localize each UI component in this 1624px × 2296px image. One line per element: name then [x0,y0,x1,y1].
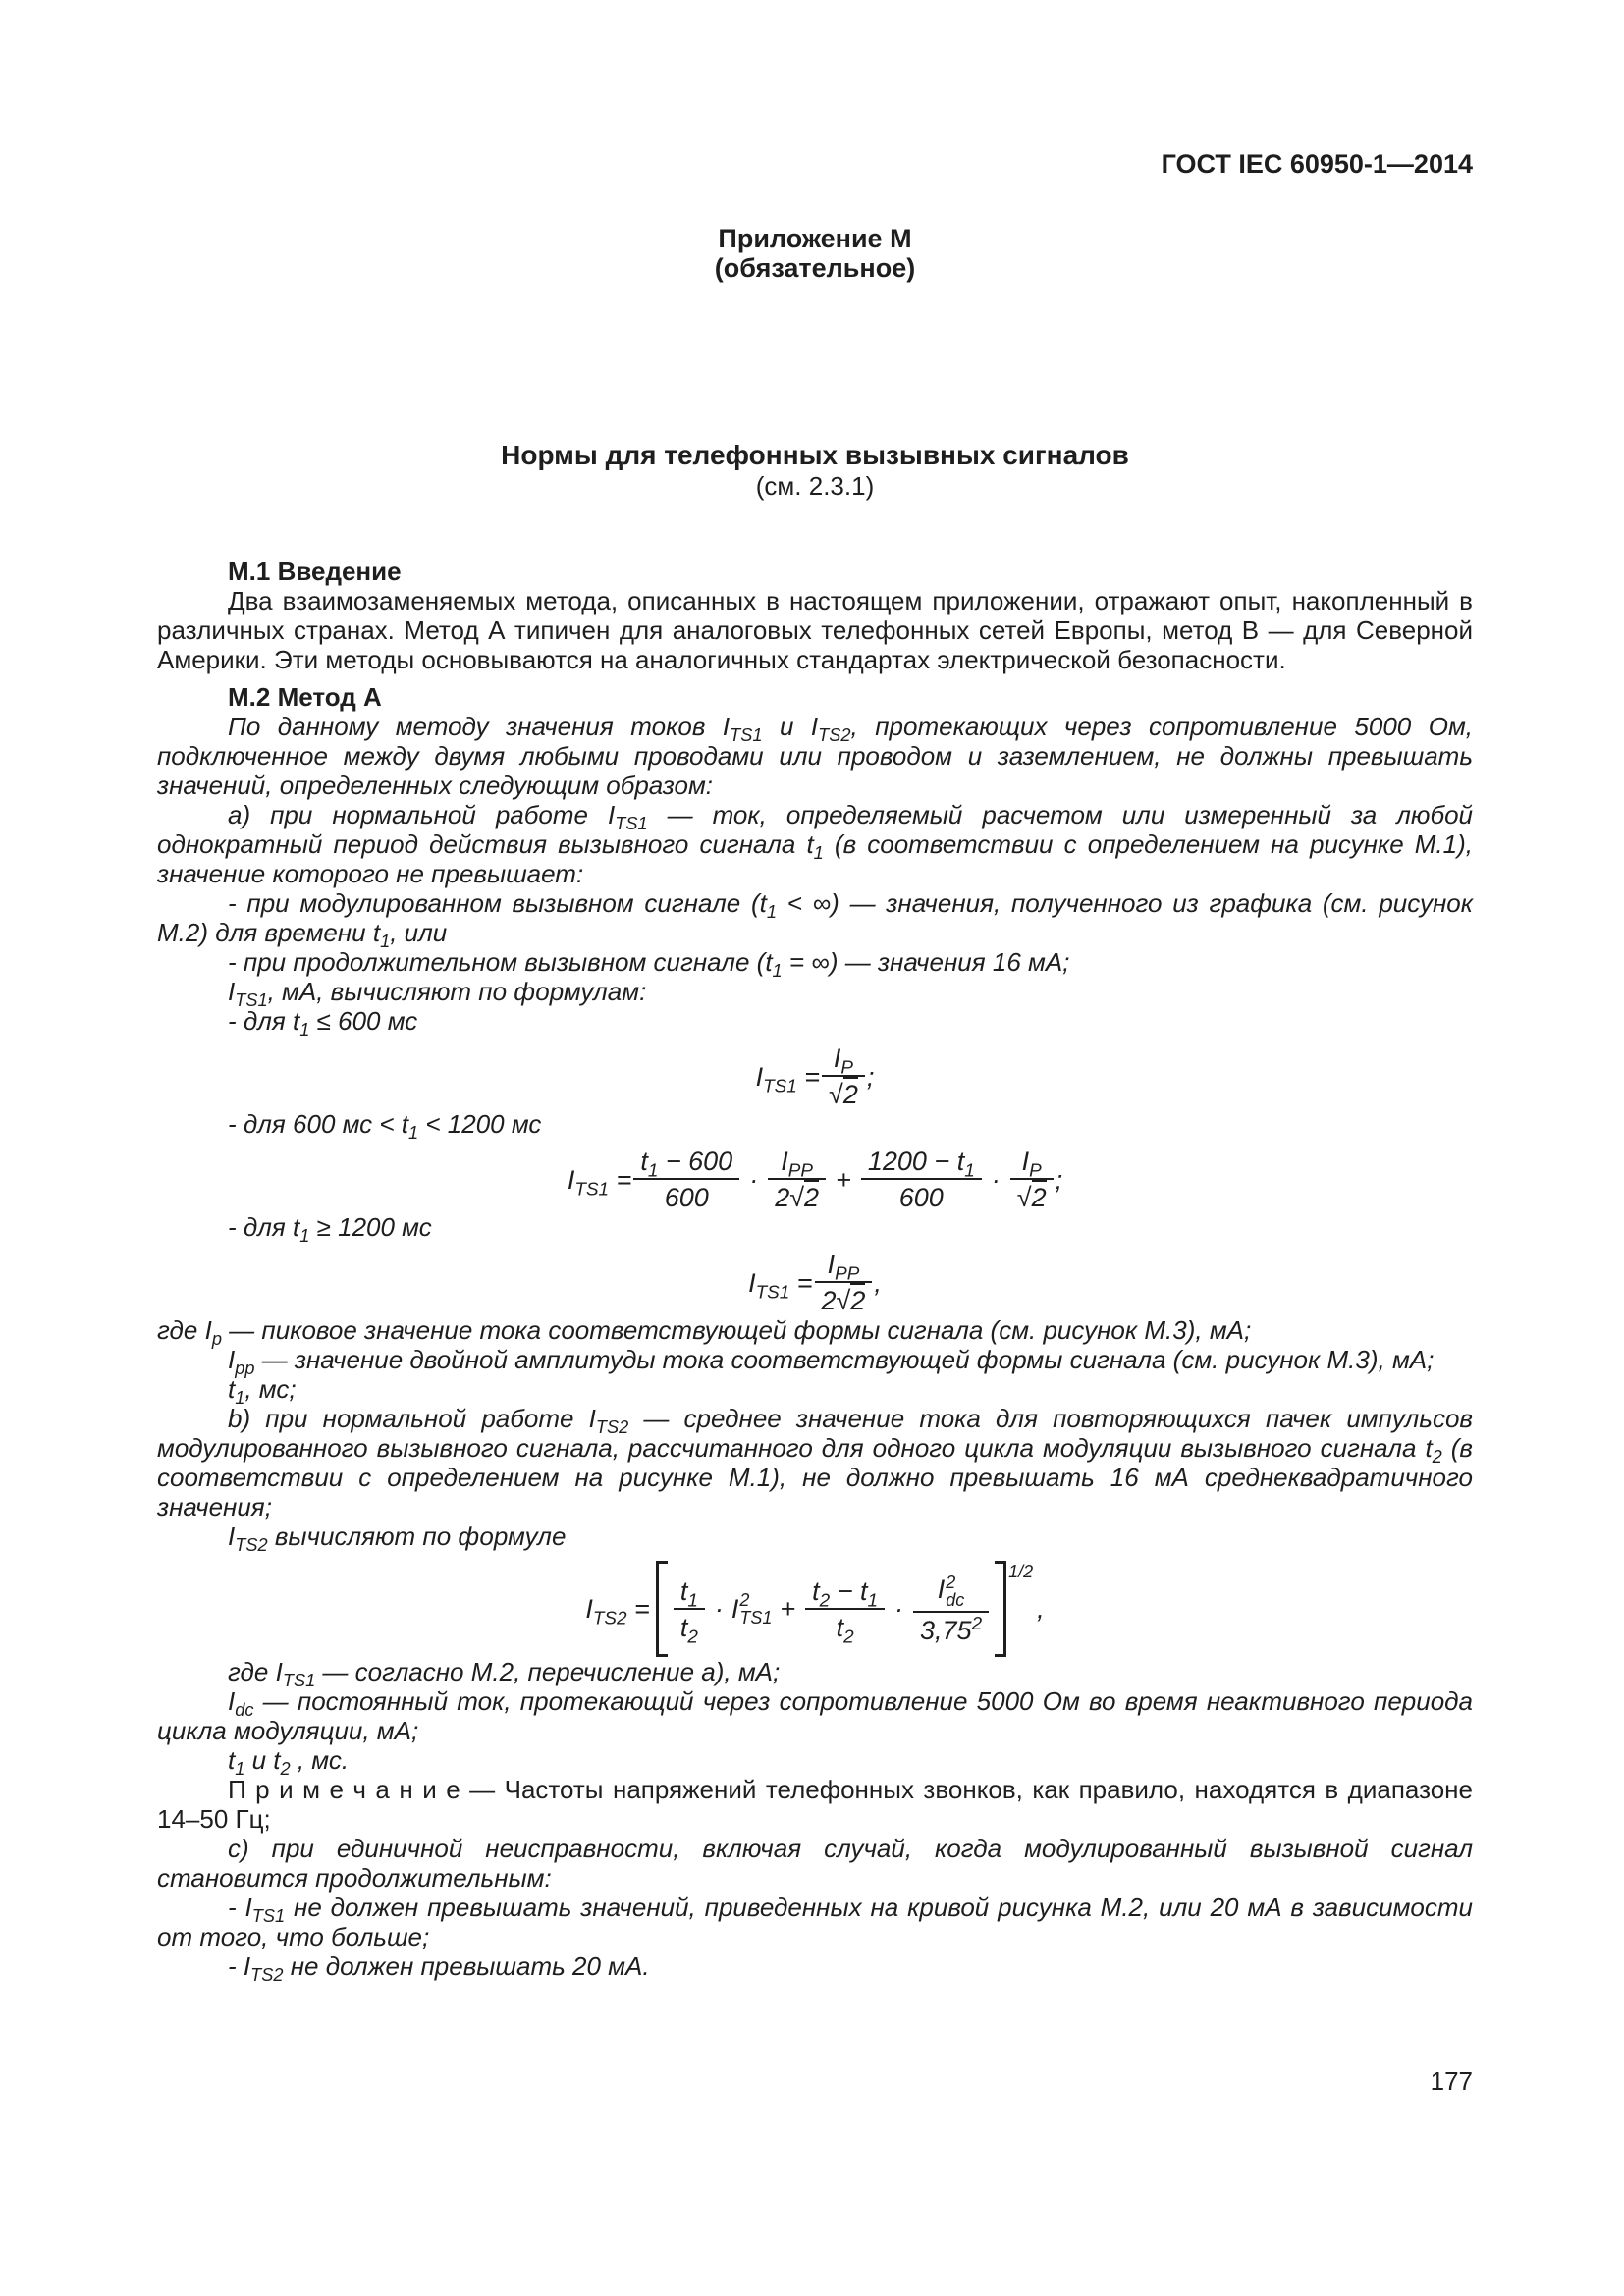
appendix-label: Приложение М [718,224,912,253]
fraction [861,1147,982,1212]
formula-lhs: $I_{TS1}$ = [567,1164,632,1200]
section-m1-heading: М.1 Введение [228,557,402,586]
formula-punctuation: ; [1055,1164,1063,1195]
sup-sub-stack [739,1591,772,1627]
fraction [822,1043,865,1109]
formula-its1-short [157,1043,1473,1109]
numerator: $t_1$ [679,1575,698,1611]
fraction [674,1575,705,1647]
title-block [157,440,1473,501]
denominator: √2 [1010,1178,1054,1212]
fraction [913,1574,989,1645]
section-m2-heading: М.2 Метод А [228,682,382,712]
idc-squared-base: I [937,1574,946,1604]
multiply-dot: · [991,1164,1001,1195]
denominator: 600 [861,1178,982,1212]
m2-continuous-signal-item: - при продолжительном вызывном сигнале ($t_1$ = ∞) — значения 16 мА; [228,947,1070,982]
numerator: $t_2 - t_1$ [812,1575,878,1611]
where-its1-definition: где $I_{TS1}$ — согласно М.2, перечисление а), мА; [228,1657,781,1691]
numerator [913,1574,989,1611]
where-ipp-definition: $I_{pp}$ — значение двойной амплитуды тока соответствующей формы сигнала (см. рисунок М.3), мА; [228,1345,1435,1379]
sup-sub-stack [946,1574,964,1609]
m2-calc-intro: $I_{TS1}$, мА, вычисляют по формулам: [228,977,647,1011]
denominator: 2√2 [768,1178,826,1212]
m2-case1-condition: - для $t_1 \le 600$ мс [228,1006,418,1041]
m2-its2-calc-intro: $I_{TS2}$ вычисляют по формуле [228,1522,567,1556]
fraction [768,1147,826,1212]
where-t1-definition: $t_1$, мс; [228,1374,297,1409]
plus-sign: + [780,1594,796,1624]
where-t1-t2-definition: $t_1$ и $t_2$ , мс. [228,1745,350,1780]
subscript: dc [946,1589,965,1610]
formula-punctuation: , [874,1267,882,1298]
appendix-obligatory: (обязательное) [714,253,916,283]
numerator: $I_{PP}$ [827,1250,860,1285]
standard-number: ГОСТ IEC 60950-1—2014 [1161,149,1473,179]
m2-case3-condition: - для $t_1 \ge 1200$ мс [228,1212,432,1247]
denominator: $t_2$ [805,1608,885,1642]
formula-punctuation: , [1037,1594,1045,1624]
numerator: $t_1 - 600$ [640,1147,733,1182]
fraction [815,1250,873,1315]
bracket-exponent: 1/2 [1008,1562,1034,1581]
m1-paragraph: Два взаимозаменяемых метода, описанных в настоящем приложении, отражают опыт, накопленный в различных странах. Метод А типичен для аналоговых телефонных сетей Европы, метод В — для Северной Америки. Эти методы основываются на аналогичных стандартах электрической безопасности. [157,586,1473,674]
multiply-dot: · [749,1164,759,1195]
denominator: 600 [633,1178,739,1212]
m2-item-c-paragraph: с) при единичной неисправности, включая случай, когда модулированный вызывной сигнал становится продолжительным: [157,1834,1473,1893]
m2-item-a-paragraph: а) при нормальной работе $I_{TS1}$ — ток, определяемый расчетом или измеренный за любой однократный период действия вызывного сигнала $t_1$ (в соответствии с определением на рисунке М.1), значение которого не превышает: [157,800,1473,888]
multiply-dot: · [714,1594,724,1624]
numerator: $1200 - t_1$ [867,1147,975,1182]
m2-item-c1: - $I_{TS1}$ не должен превышать значений, приведенных на кривой рисунка М.2, или 20 мА в зависимости от того, что больше; [157,1893,1474,1951]
exponent: 2 [739,1590,750,1610]
formula-its1-mid [157,1147,1473,1212]
where-ip-definition: где $I_p$ — пиковое значение тока соответствующей формы сигнала (см. рисунок М.3), мА; [157,1315,1252,1350]
multiply-dot: · [894,1594,903,1624]
left-bracket [656,1561,668,1657]
denominator: √2 [822,1075,865,1109]
formula-lhs: $I_{TS1}$ = [748,1267,813,1303]
m2-intro-paragraph: По данному методу значения токов $I_{TS1}$ и $I_{TS2}$, протекающих через сопротивление 5000 Ом, подключенное между двумя любыми проводами или проводом и заземлением, не должны превышать значений, определенных следующим образом: [157,712,1473,800]
right-bracket [995,1561,1006,1657]
m2-item-c2: - $I_{TS2}$ не должен превышать 20 мА. [228,1951,650,1986]
page-number: 177 [1430,2066,1473,2096]
subscript: TS1 [739,1608,773,1628]
page-title: Нормы для телефонных вызывных сигналов [501,440,1129,470]
numerator: $I_P$ [833,1043,854,1079]
formula-lhs: $I_{TS2}$ = [585,1594,650,1629]
formula-lhs: $I_{TS1}$ = [755,1061,821,1096]
m2-item-b-paragraph: b) при нормальной работе $I_{TS2}$ — среднее значение тока для повторяющихся пачек импульсов модулированного вызывного сигнала, рассчитанного для одного цикла модуляции вызывного сигнала $t_2$ (в соответствии с определением на рисунке М.1), не должно превышать 16 мА среднеквадратичного значения; [157,1404,1474,1522]
formula-its1-long [157,1250,1473,1315]
fraction [633,1147,739,1212]
note-paragraph: П р и м е ч а н и е — Частоты напряжений телефонных звонков, как правило, находятся в диапазоне 14–50 Гц; [157,1775,1473,1834]
m2-modulated-signal-item: - при модулированном вызывном сигнале ($t_1$ < ∞) — значения, полученного из графика (см. рисунок М.2) для времени $t_1$, или [157,888,1473,952]
fraction [1010,1147,1054,1212]
numerator: $I_P$ [1021,1147,1042,1182]
its1-squared-base: I [731,1594,739,1624]
formula-punctuation: ; [866,1061,875,1092]
page-content [157,0,1474,1986]
where-idc-definition: $I_{dc}$ — постоянный ток, протекающий через сопротивление 5000 Ом во время неактивного периода цикла модуляции, мА; [157,1686,1473,1745]
fraction [805,1575,885,1647]
plus-sign: + [836,1164,851,1195]
page-title-reference: (см. 2.3.1) [755,471,875,501]
formula-its2 [157,1561,1473,1657]
m2-case2-condition: - для 600 мс < $t_1 < 1200$ мс [228,1109,542,1144]
exponent: 2 [946,1572,956,1592]
denominator: 3,75$^2$ [913,1611,989,1645]
numerator: $I_{PP}$ [781,1147,813,1182]
denominator: 2√2 [815,1281,873,1315]
appendix-heading [157,224,1473,283]
denominator: $t_2$ [674,1608,705,1642]
